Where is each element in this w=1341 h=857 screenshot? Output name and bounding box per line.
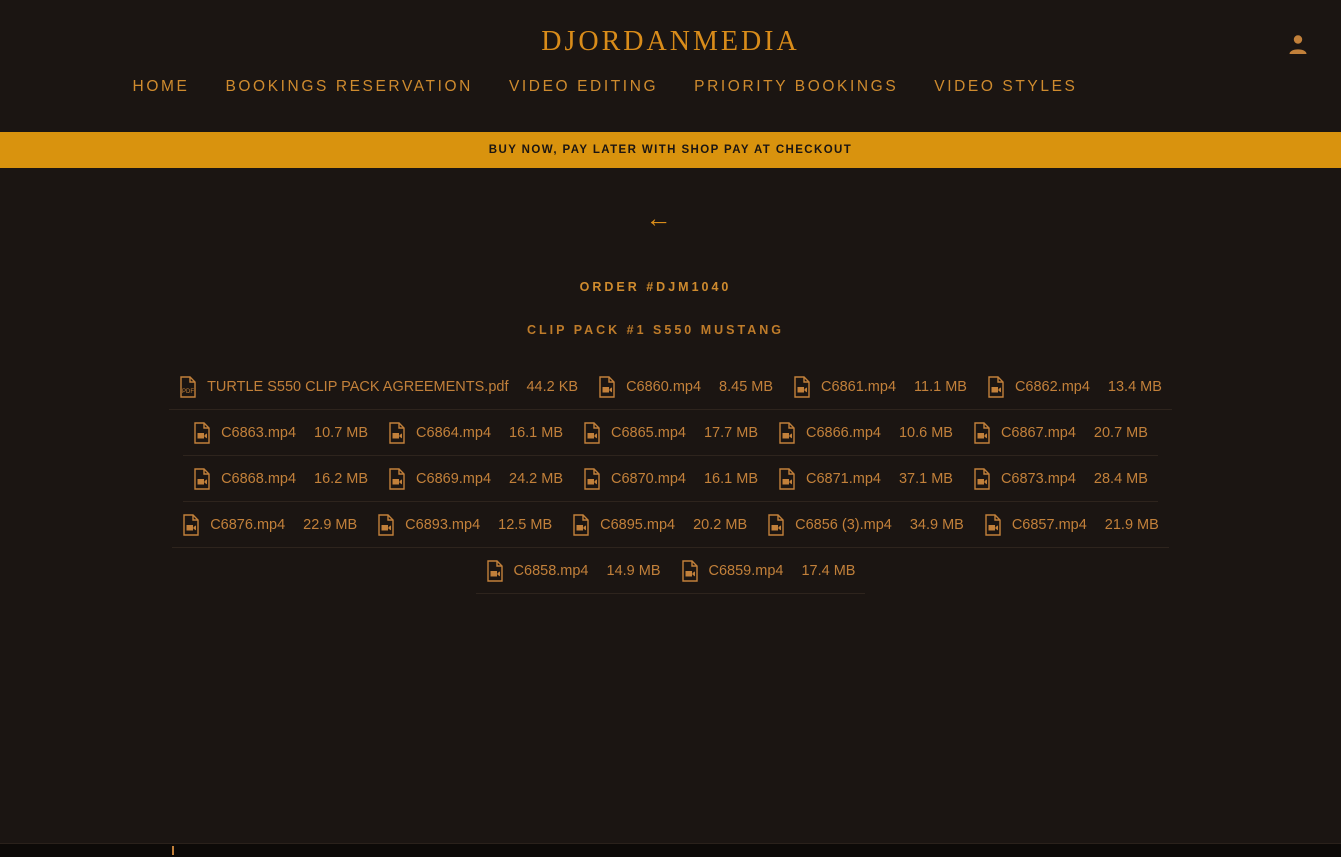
- file-list-item[interactable]: [963, 456, 1158, 502]
- file-list-item[interactable]: [573, 456, 768, 502]
- file-size: 16.1 MB: [703, 470, 758, 487]
- file-size: 34.9 MB: [909, 516, 964, 533]
- bottom-strip: [0, 843, 1341, 857]
- file-size: 28.4 MB: [1093, 470, 1148, 487]
- file-name: C6867.mp4: [1000, 424, 1076, 441]
- video-file-icon: [598, 376, 616, 398]
- file-size: 13.4 MB: [1107, 378, 1162, 395]
- video-file-icon: [377, 514, 395, 536]
- file-list-item[interactable]: [573, 410, 768, 456]
- file-name: C6873.mp4: [1000, 470, 1076, 487]
- file-list-item[interactable]: [169, 364, 588, 410]
- nav-item-video-editing[interactable]: VIDEO EDITING: [508, 78, 659, 95]
- file-list-item[interactable]: [172, 502, 367, 548]
- file-size: 16.1 MB: [509, 424, 564, 441]
- file-size: 20.2 MB: [693, 516, 748, 533]
- file-row: [0, 456, 1341, 502]
- nav-item-home[interactable]: HOME: [132, 78, 190, 95]
- file-size: 17.7 MB: [703, 424, 758, 441]
- file-name: C6860.mp4: [626, 378, 702, 395]
- site-brand: DJORDANMEDIA: [541, 26, 800, 57]
- file-list-item[interactable]: [588, 364, 783, 410]
- file-name: TURTLE S550 CLIP PACK AGREEMENTS.pdf: [207, 378, 509, 395]
- file-size: 22.9 MB: [303, 516, 358, 533]
- video-file-icon: [778, 422, 796, 444]
- file-name: C6869.mp4: [416, 470, 492, 487]
- main-content: [0, 168, 1341, 857]
- video-file-icon: [486, 560, 504, 582]
- nav-item-priority-bookings[interactable]: PRIORITY BOOKINGS: [694, 78, 899, 95]
- video-file-icon: [793, 376, 811, 398]
- promo-banner[interactable]: [0, 132, 1341, 168]
- file-list-item[interactable]: [757, 502, 974, 548]
- file-list-item[interactable]: [183, 410, 378, 456]
- file-list-item[interactable]: [977, 364, 1172, 410]
- file-size: 14.9 MB: [606, 562, 661, 579]
- file-list-item[interactable]: [783, 364, 977, 410]
- file-list-item[interactable]: [768, 456, 963, 502]
- file-name: C6865.mp4: [611, 424, 686, 441]
- file-size: 44.2 KB: [526, 378, 579, 395]
- file-name: C6876.mp4: [210, 516, 286, 533]
- video-file-icon: [973, 468, 991, 490]
- order-title: ORDER #DJM1040: [579, 280, 732, 294]
- video-file-icon: [583, 422, 601, 444]
- video-file-icon: [583, 468, 601, 490]
- file-name: C6866.mp4: [805, 424, 881, 441]
- nav-item-bookings-reservation[interactable]: BOOKINGS RESERVATION: [225, 78, 473, 95]
- video-file-icon: [182, 514, 200, 536]
- file-list-item[interactable]: [367, 502, 562, 548]
- file-size: 10.7 MB: [314, 424, 369, 441]
- file-list-item[interactable]: [183, 456, 378, 502]
- video-file-icon: [193, 468, 211, 490]
- file-size: 37.1 MB: [898, 470, 953, 487]
- file-list-item[interactable]: [562, 502, 757, 548]
- file-list-item[interactable]: [476, 548, 671, 594]
- video-file-icon: [388, 468, 406, 490]
- file-name: C6863.mp4: [221, 424, 297, 441]
- video-file-icon: [767, 514, 785, 536]
- file-name: C6893.mp4: [405, 516, 481, 533]
- file-row: [0, 364, 1341, 410]
- file-name: C6895.mp4: [600, 516, 676, 533]
- file-name: C6870.mp4: [611, 470, 686, 487]
- file-name: C6859.mp4: [708, 562, 784, 579]
- file-list-item[interactable]: [974, 502, 1169, 548]
- file-row: [0, 548, 1341, 594]
- video-file-icon: [681, 560, 699, 582]
- file-size: 8.45 MB: [719, 378, 774, 395]
- file-name: C6864.mp4: [416, 424, 492, 441]
- file-row: [0, 502, 1341, 548]
- file-size: 17.4 MB: [801, 562, 856, 579]
- file-list-item[interactable]: [768, 410, 963, 456]
- video-file-icon: [987, 376, 1005, 398]
- file-name: C6871.mp4: [805, 470, 881, 487]
- video-file-icon: [388, 422, 406, 444]
- file-size: 21.9 MB: [1104, 516, 1159, 533]
- pdf-file-icon: [179, 376, 197, 398]
- video-file-icon: [778, 468, 796, 490]
- file-row: [0, 410, 1341, 456]
- file-name: C6862.mp4: [1014, 378, 1090, 395]
- video-file-icon: [984, 514, 1002, 536]
- file-list-item[interactable]: [378, 410, 573, 456]
- file-list: [0, 364, 1341, 594]
- video-file-icon: [973, 422, 991, 444]
- video-file-icon: [193, 422, 211, 444]
- file-name: C6856 (3).mp4: [795, 516, 892, 533]
- svg-text:PDF: PDF: [182, 388, 195, 395]
- user-account-icon[interactable]: [1285, 31, 1311, 57]
- file-size: 16.2 MB: [314, 470, 369, 487]
- file-size: 10.6 MB: [898, 424, 953, 441]
- file-name: C6858.mp4: [513, 562, 589, 579]
- bottom-strip-tick: [172, 846, 174, 855]
- file-size: 11.1 MB: [914, 378, 967, 395]
- file-name: C6857.mp4: [1011, 516, 1087, 533]
- file-size: 24.2 MB: [509, 470, 564, 487]
- back-arrow-icon[interactable]: ←: [645, 203, 672, 233]
- promo-banner-text: BUY NOW, PAY LATER WITH SHOP PAY AT CHECKOUT: [488, 144, 853, 156]
- file-list-item[interactable]: [378, 456, 573, 502]
- nav-item-video-styles[interactable]: VIDEO STYLES: [934, 78, 1078, 95]
- file-name: C6861.mp4: [821, 378, 897, 395]
- video-file-icon: [572, 514, 590, 536]
- site-header: [0, 0, 1341, 132]
- clip-pack-title: CLIP PACK #1 S550 MUSTANG: [527, 323, 784, 337]
- file-list-item[interactable]: [963, 410, 1158, 456]
- file-size: 12.5 MB: [498, 516, 553, 533]
- file-list-item[interactable]: [671, 548, 866, 594]
- file-name: C6868.mp4: [221, 470, 297, 487]
- file-size: 20.7 MB: [1093, 424, 1148, 441]
- main-navigation: [0, 78, 1210, 96]
